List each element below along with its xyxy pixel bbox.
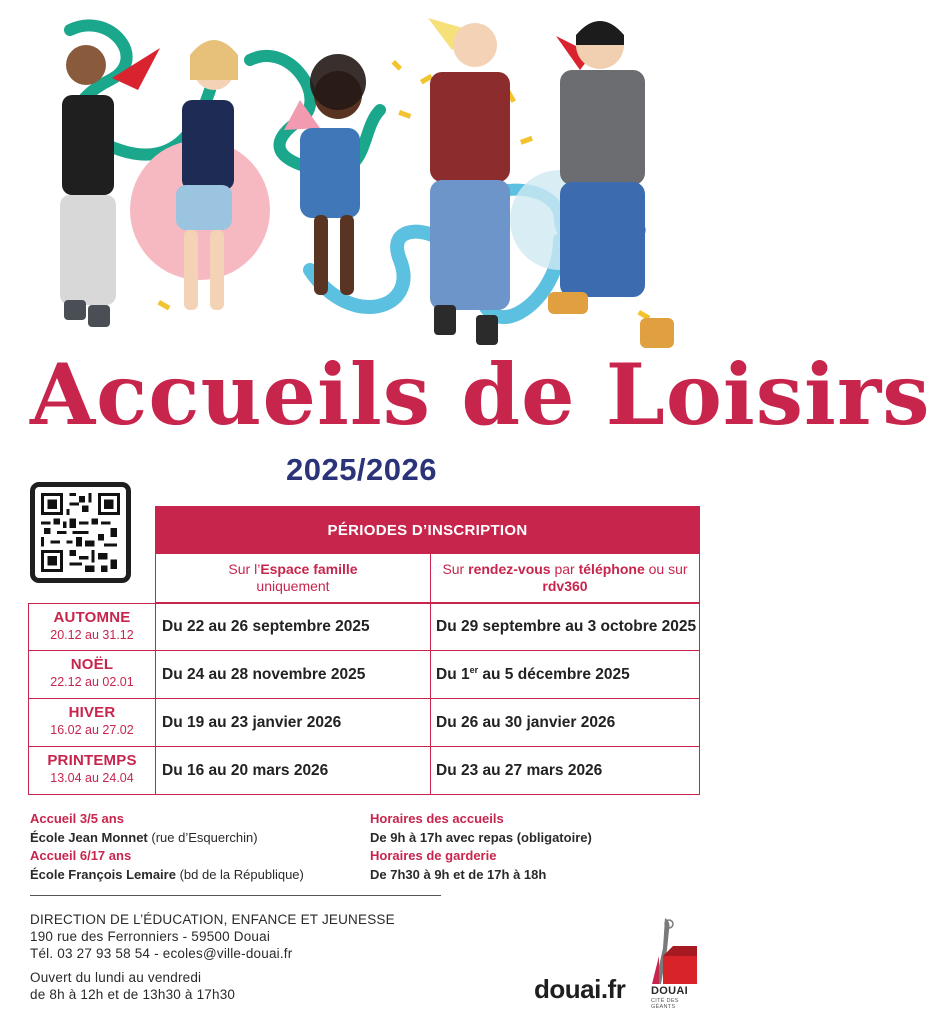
col2-strong1: rendez-vous [468,561,551,577]
period-label [29,651,156,698]
col2-pre: Sur [442,561,469,577]
rendez-vous-dates: Du 26 au 30 janvier 2026 [436,713,616,731]
espace-famille-dates: Du 16 au 20 mars 2026 [162,761,329,779]
reception-hours-heading: Horaires des accueils [370,811,504,826]
table-row [28,651,700,699]
department-phone-email[interactable]: Tél. 03 27 93 58 54 - ecoles@ville-douai.fr [30,946,293,961]
registration-table [28,506,700,795]
rdv-sup: er [469,664,479,675]
department-address: 190 rue des Ferronniers - 59500 Douai [30,929,271,944]
period-name: NOËL [70,656,114,673]
page-title: Accueils de Loisirs [30,345,931,444]
rendez-vous-dates: Du 23 au 27 mars 2026 [436,761,603,779]
hero-illustration [0,0,723,360]
period-dates: 16.02 au 27.02 [50,723,134,737]
col2-strong3: rdv360 [542,578,588,594]
espace-famille-dates: Du 19 au 23 janvier 2026 [162,713,342,731]
opening-hours [370,810,700,884]
year-subtitle: 2025/2026 [285,452,438,487]
col2-mid2: ou sur [644,561,688,577]
rdv-post: au 5 décembre 2025 [478,665,630,683]
school-address: (bd de la République) [175,866,304,882]
period-name: AUTOMNE [53,609,131,626]
col1-pre: Sur l’ [228,561,261,577]
website-link[interactable]: douai.fr [534,974,626,1004]
period-dates: 22.12 au 02.01 [50,675,134,689]
table-row [28,699,700,747]
col1-strong: Espace famille [260,561,358,577]
accueil-3-5-heading: Accueil 3/5 ans [30,811,124,826]
logo-subtext: CITÉ DES GÉANTS [651,998,679,1010]
col1-post: uniquement [256,578,330,594]
col2-strong2: téléphone [578,561,645,577]
period-dates: 20.12 au 31.12 [50,628,134,642]
office-times: de 8h à 12h et de 13h30 à 17h30 [30,987,236,1002]
reception-hours: De 9h à 17h avec repas (obligatoire) [370,829,592,845]
school-address: (rue d’Esquerchin) [147,829,258,845]
daycare-hours-heading: Horaires de garderie [370,848,497,863]
office-days: Ouvert du lundi au vendredi [30,970,202,985]
school-name: École François Lemaire [30,866,176,882]
period-name: HIVER [68,704,116,721]
period-label [29,699,156,746]
reception-locations [30,810,360,884]
office-hours [30,969,470,1003]
espace-famille-dates: Du 22 au 26 septembre 2025 [162,618,370,635]
contact-block [30,911,470,962]
accueil-3-5-location [30,830,258,845]
accueil-6-17-heading: Accueil 6/17 ans [30,848,132,863]
logo-text: DOUAI [651,985,688,997]
table-header: PÉRIODES D’INSCRIPTION [155,506,700,554]
period-label [29,604,156,650]
accueil-6-17-location [30,867,304,882]
rdv-pre: Du 1 [436,665,470,683]
period-dates: 13.04 au 24.04 [50,771,134,785]
children-illustration [0,0,723,360]
daycare-hours: De 7h30 à 9h et de 17h à 18h [370,866,547,882]
table-row [28,747,700,795]
table-row [28,603,700,651]
espace-famille-dates: Du 24 au 28 novembre 2025 [162,665,366,683]
column-header-rendez-vous [430,554,700,603]
col2-mid1: par [550,561,579,577]
divider [30,895,441,896]
period-label [29,747,156,794]
school-name: École Jean Monnet [30,829,148,845]
column-header-espace-famille [155,554,431,603]
rendez-vous-dates: Du 29 septembre au 3 octobre 2025 [436,618,697,635]
rendez-vous-dates [436,651,698,698]
department-name: DIRECTION DE L’ÉDUCATION, ENFANCE ET JEUNESSE [30,912,395,927]
period-name: PRINTEMPS [47,752,137,769]
